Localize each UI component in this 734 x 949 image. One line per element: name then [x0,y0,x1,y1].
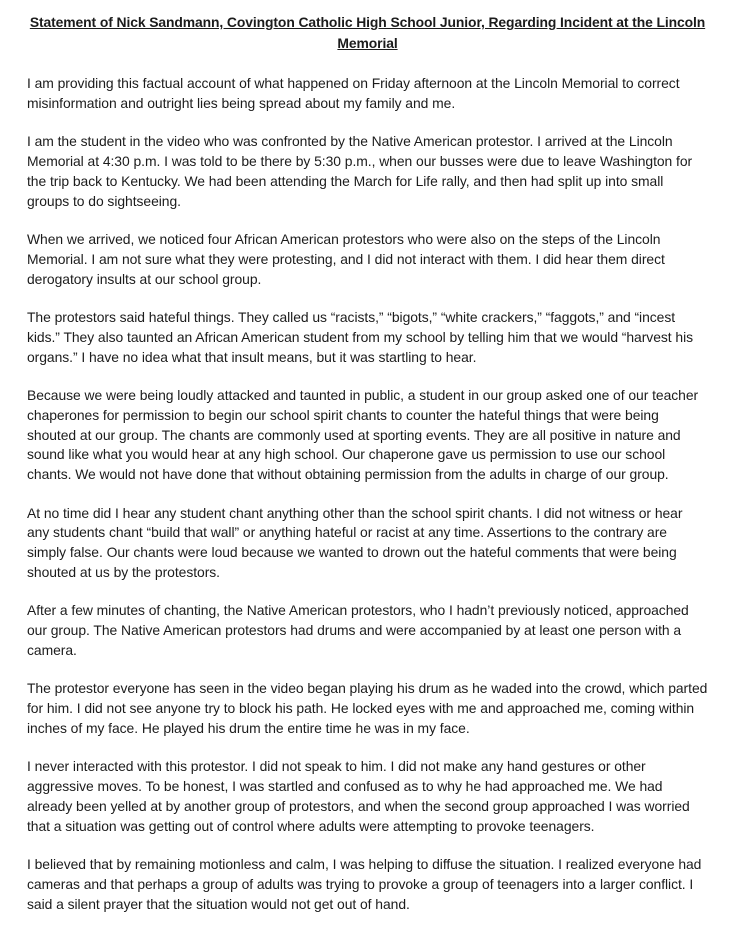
paragraph-8: The protestor everyone has seen in the video began playing his drum as he waded into the crowd, which parted for him. I did not see anyone try to block his path. He locked eyes with me and approached me, coming within inches of my face. He played his drum the entire time he was in my face. [27,680,708,736]
paragraph-10: I believed that by remaining motionless and calm, I was helping to diffuse the situation. I realized everyone had cameras and that perhaps a group of adults was trying to provoke a group of teenagers into a larger conflict. I said a silent prayer that the situation would not get out of hand. [27,856,702,912]
document-title: Statement of Nick Sandmann, Covington Catholic High School Junior, Regarding Incident at the Lincoln Memorial [29,14,706,51]
paragraph-9: I never interacted with this protestor. I did not speak to him. I did not make any hand gestures or other aggressive moves. To be honest, I was startled and confused as to why he had approached me. We had already been yelled at by another group of protestors, and when the second group approached I was worried that a situation was getting out of control where adults were attempting to provoke teenagers. [27,758,690,834]
paragraph-2: I am the student in the video who was confronted by the Native American protestor. I arrived at the Lincoln Memorial at 4:30 p.m. I was told to be there by 5:30 p.m., when our busses were due to leave Washington for the trip back to Kentucky. We had been attending the March for Life rally, and then had split up into small groups to do sightseeing. [27,133,693,209]
paragraph-3: When we arrived, we noticed four African American protestors who were also on the steps of the Lincoln Memorial. I am not sure what they were protesting, and I did not interact with them. I did hear them direct derogatory insults at our school group. [27,230,665,287]
paragraph-1: I am providing this factual account of what happened on Friday afternoon at the Lincoln Memorial to correct misinformation and outright lies being spread about my family and me. [27,75,680,111]
paragraph-4: The protestors said hateful things. They called us “racists,” “bigots,” “white crackers,” “faggots,” and “incest kids.” They also taunted an African American student from my school by telling him that we would “harvest his organs.” I have no idea what that insult means, but it was startling to hear. [27,308,693,365]
paragraph-6: At no time did I hear any student chant anything other than the school spirit chants. I did not witness or hear any students chant “build that wall” or anything hateful or racist at any time. Assertions to the contrary are simply false. Our chants were loud because we wanted to drown out the hateful comments that were being shouted at us by the protestors. [27,504,683,580]
paragraph-7: After a few minutes of chanting, the Native American protestors, who I hadn’t previously noticed, approached our group. The Native American protestors had drums and were accompanied by at least one person with a camera. [27,602,689,658]
paragraph-5: Because we were being loudly attacked and taunted in public, a student in our group asked one of our teacher chaperones for permission to begin our school spirit chants to counter the hateful things that were being shouted at our group. The chants are commonly used at sporting events. They are all positive in nature and sound like what you would hear at any high school. Our chaperone gave us permission to use our school chants. We would not have done that without obtaining permission from the adults in charge of our group. [27,386,699,483]
